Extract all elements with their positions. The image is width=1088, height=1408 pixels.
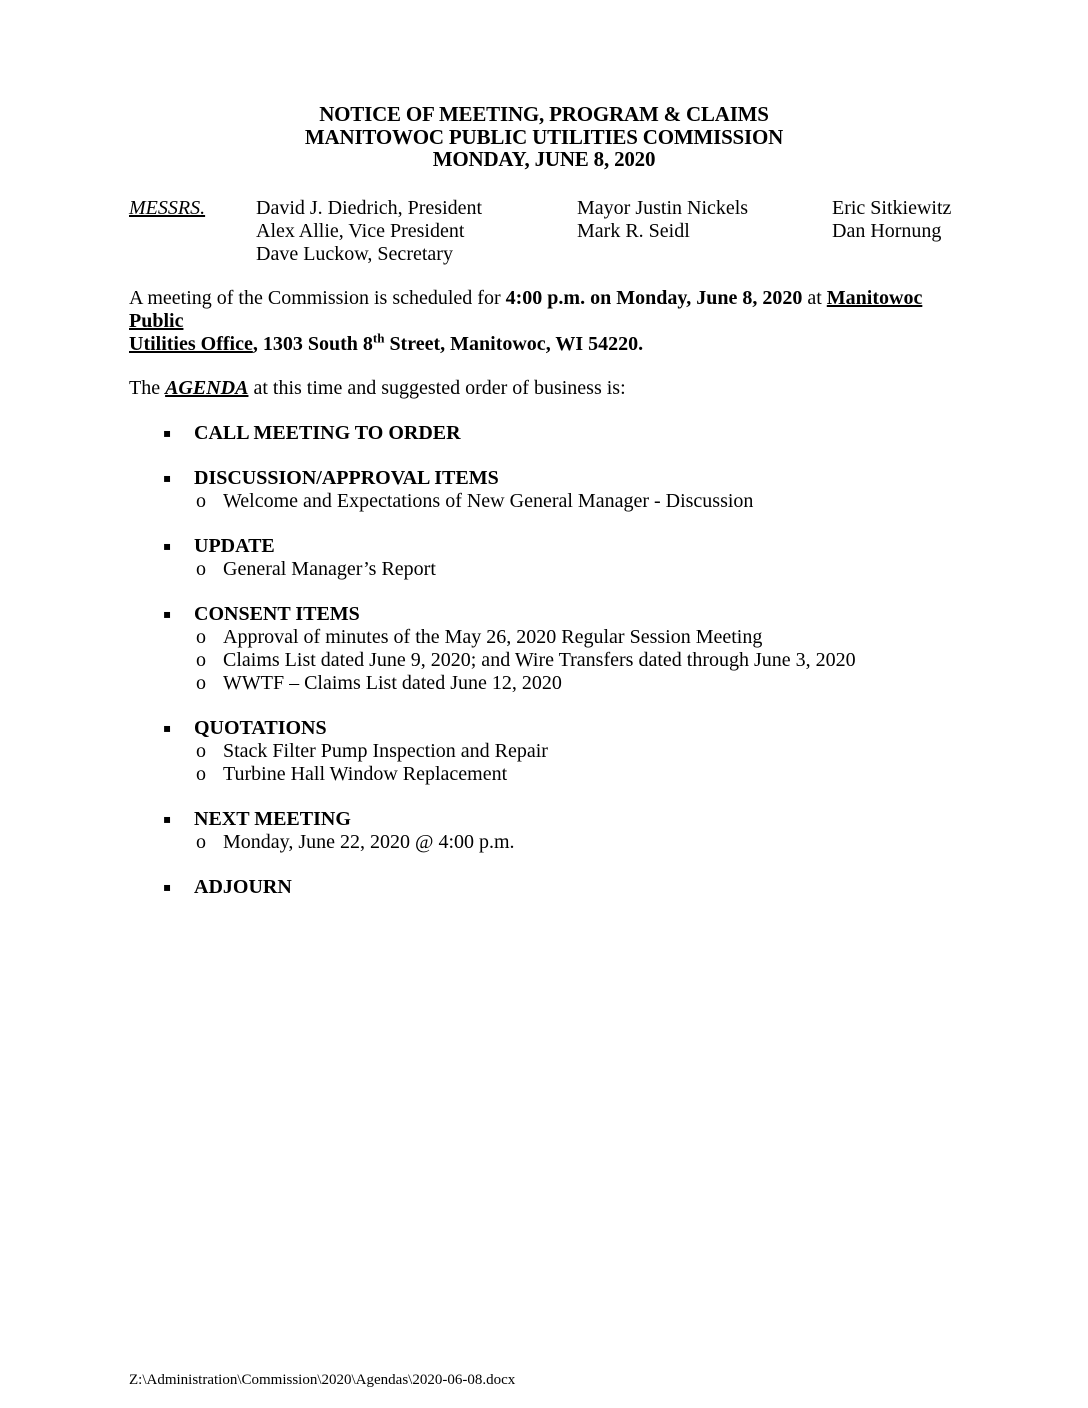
sub-bullet-icon: o — [196, 557, 206, 580]
messrs-label-cell — [129, 197, 256, 266]
agenda-heading: CONSENT ITEMS — [194, 602, 360, 625]
agenda-item — [129, 649, 959, 672]
meeting-address: Street, Manitowoc, WI 54220. — [384, 332, 644, 355]
agenda-heading: UPDATE — [194, 534, 275, 557]
agenda-section-update — [129, 535, 959, 581]
agenda-item-text: General Manager’s Report — [223, 557, 436, 580]
sub-bullet-icon: o — [196, 671, 206, 694]
square-bullet-icon: ▪ — [163, 811, 172, 826]
agenda-word: AGENDA — [165, 376, 249, 399]
agenda-heading-row — [129, 535, 959, 558]
agenda-item — [129, 831, 959, 854]
paragraph-text: at — [802, 286, 827, 309]
ordinal-suffix: th — [372, 329, 385, 345]
agenda-heading-row — [129, 808, 959, 831]
sub-bullet-icon: o — [196, 830, 206, 853]
agenda-item-text: WWTF – Claims List dated June 12, 2020 — [223, 671, 562, 694]
agenda-item-text: Monday, June 22, 2020 @ 4:00 p.m. — [223, 830, 515, 853]
intro-text: at this time and suggested order of business is: — [248, 376, 626, 399]
agenda-section-consent-items — [129, 603, 959, 695]
agenda-item-text: Welcome and Expectations of New General Manager - Discussion — [223, 489, 754, 512]
meeting-address: , 1303 South 8 — [252, 332, 373, 355]
members-column-2 — [577, 197, 832, 266]
member-name: Alex Allie, Vice President — [256, 219, 465, 242]
agenda-section-next-meeting — [129, 808, 959, 854]
agenda-item-text: Turbine Hall Window Replacement — [223, 762, 508, 785]
members-column-3 — [832, 197, 959, 266]
agenda-heading: DISCUSSION/APPROVAL ITEMS — [194, 466, 499, 489]
member-name: Eric Sitkiewitz — [832, 196, 952, 219]
agenda-heading-row — [129, 467, 959, 490]
agenda-heading: QUOTATIONS — [194, 716, 327, 739]
agenda-section-call-to-order — [129, 422, 959, 445]
members-column-1 — [256, 197, 577, 266]
agenda-item-text: Approval of minutes of the May 26, 2020 Regular Session Meeting — [223, 625, 763, 648]
agenda-list — [129, 422, 959, 899]
document-title — [129, 103, 959, 171]
agenda-section-quotations — [129, 717, 959, 786]
sub-bullet-icon: o — [196, 739, 206, 762]
agenda-item — [129, 558, 959, 581]
agenda-heading-row — [129, 422, 959, 445]
sub-bullet-icon: o — [196, 648, 206, 671]
footer-file-path: Z:\Administration\Commission\2020\Agendas\2020-06-08.docx — [129, 1372, 516, 1388]
member-name: Dave Luckow, Secretary — [256, 242, 453, 265]
square-bullet-icon: ▪ — [163, 606, 172, 621]
agenda-heading: ADJOURN — [194, 875, 292, 898]
commissioners-block — [129, 197, 959, 266]
agenda-heading-row — [129, 876, 959, 899]
agenda-heading: CALL MEETING TO ORDER — [194, 421, 461, 444]
agenda-section-adjourn — [129, 876, 959, 899]
sub-bullet-icon: o — [196, 762, 206, 785]
agenda-item — [129, 740, 959, 763]
agenda-intro-line — [129, 377, 959, 400]
sub-bullet-icon: o — [196, 489, 206, 512]
agenda-heading: NEXT MEETING — [194, 807, 351, 830]
agenda-item — [129, 763, 959, 786]
square-bullet-icon: ▪ — [163, 470, 172, 485]
agenda-item-text: Claims List dated June 9, 2020; and Wire Transfers dated through June 3, 2020 — [223, 648, 856, 671]
meeting-datetime: 4:00 p.m. on Monday, June 8, 2020 — [505, 286, 803, 309]
paragraph-text: A meeting of the Commission is scheduled for — [129, 286, 506, 309]
member-name: Dan Hornung — [832, 219, 942, 242]
agenda-item — [129, 626, 959, 649]
member-name: David J. Diedrich, President — [256, 196, 483, 219]
meeting-location: Manitowoc Public — [129, 286, 923, 332]
agenda-item-text: Stack Filter Pump Inspection and Repair — [223, 739, 548, 762]
sub-bullet-icon: o — [196, 625, 206, 648]
square-bullet-icon: ▪ — [163, 538, 172, 553]
agenda-item — [129, 672, 959, 695]
square-bullet-icon: ▪ — [163, 425, 172, 440]
intro-text: The — [129, 376, 166, 399]
meeting-details-paragraph — [129, 287, 959, 356]
member-name: Mayor Justin Nickels — [577, 196, 749, 219]
agenda-heading-row — [129, 717, 959, 740]
title-line-1: NOTICE OF MEETING, PROGRAM & CLAIMS — [319, 102, 769, 126]
agenda-item — [129, 490, 959, 513]
title-line-2: MANITOWOC PUBLIC UTILITIES COMMISSION — [304, 124, 784, 149]
member-name: Mark R. Seidl — [577, 219, 690, 242]
square-bullet-icon: ▪ — [163, 879, 172, 894]
meeting-location: Utilities Office — [129, 332, 253, 355]
title-line-3: MONDAY, JUNE 8, 2020 — [432, 147, 656, 171]
agenda-heading-row — [129, 603, 959, 626]
agenda-section-discussion-approval — [129, 467, 959, 513]
messrs-label: MESSRS. — [129, 196, 206, 219]
square-bullet-icon: ▪ — [163, 720, 172, 735]
